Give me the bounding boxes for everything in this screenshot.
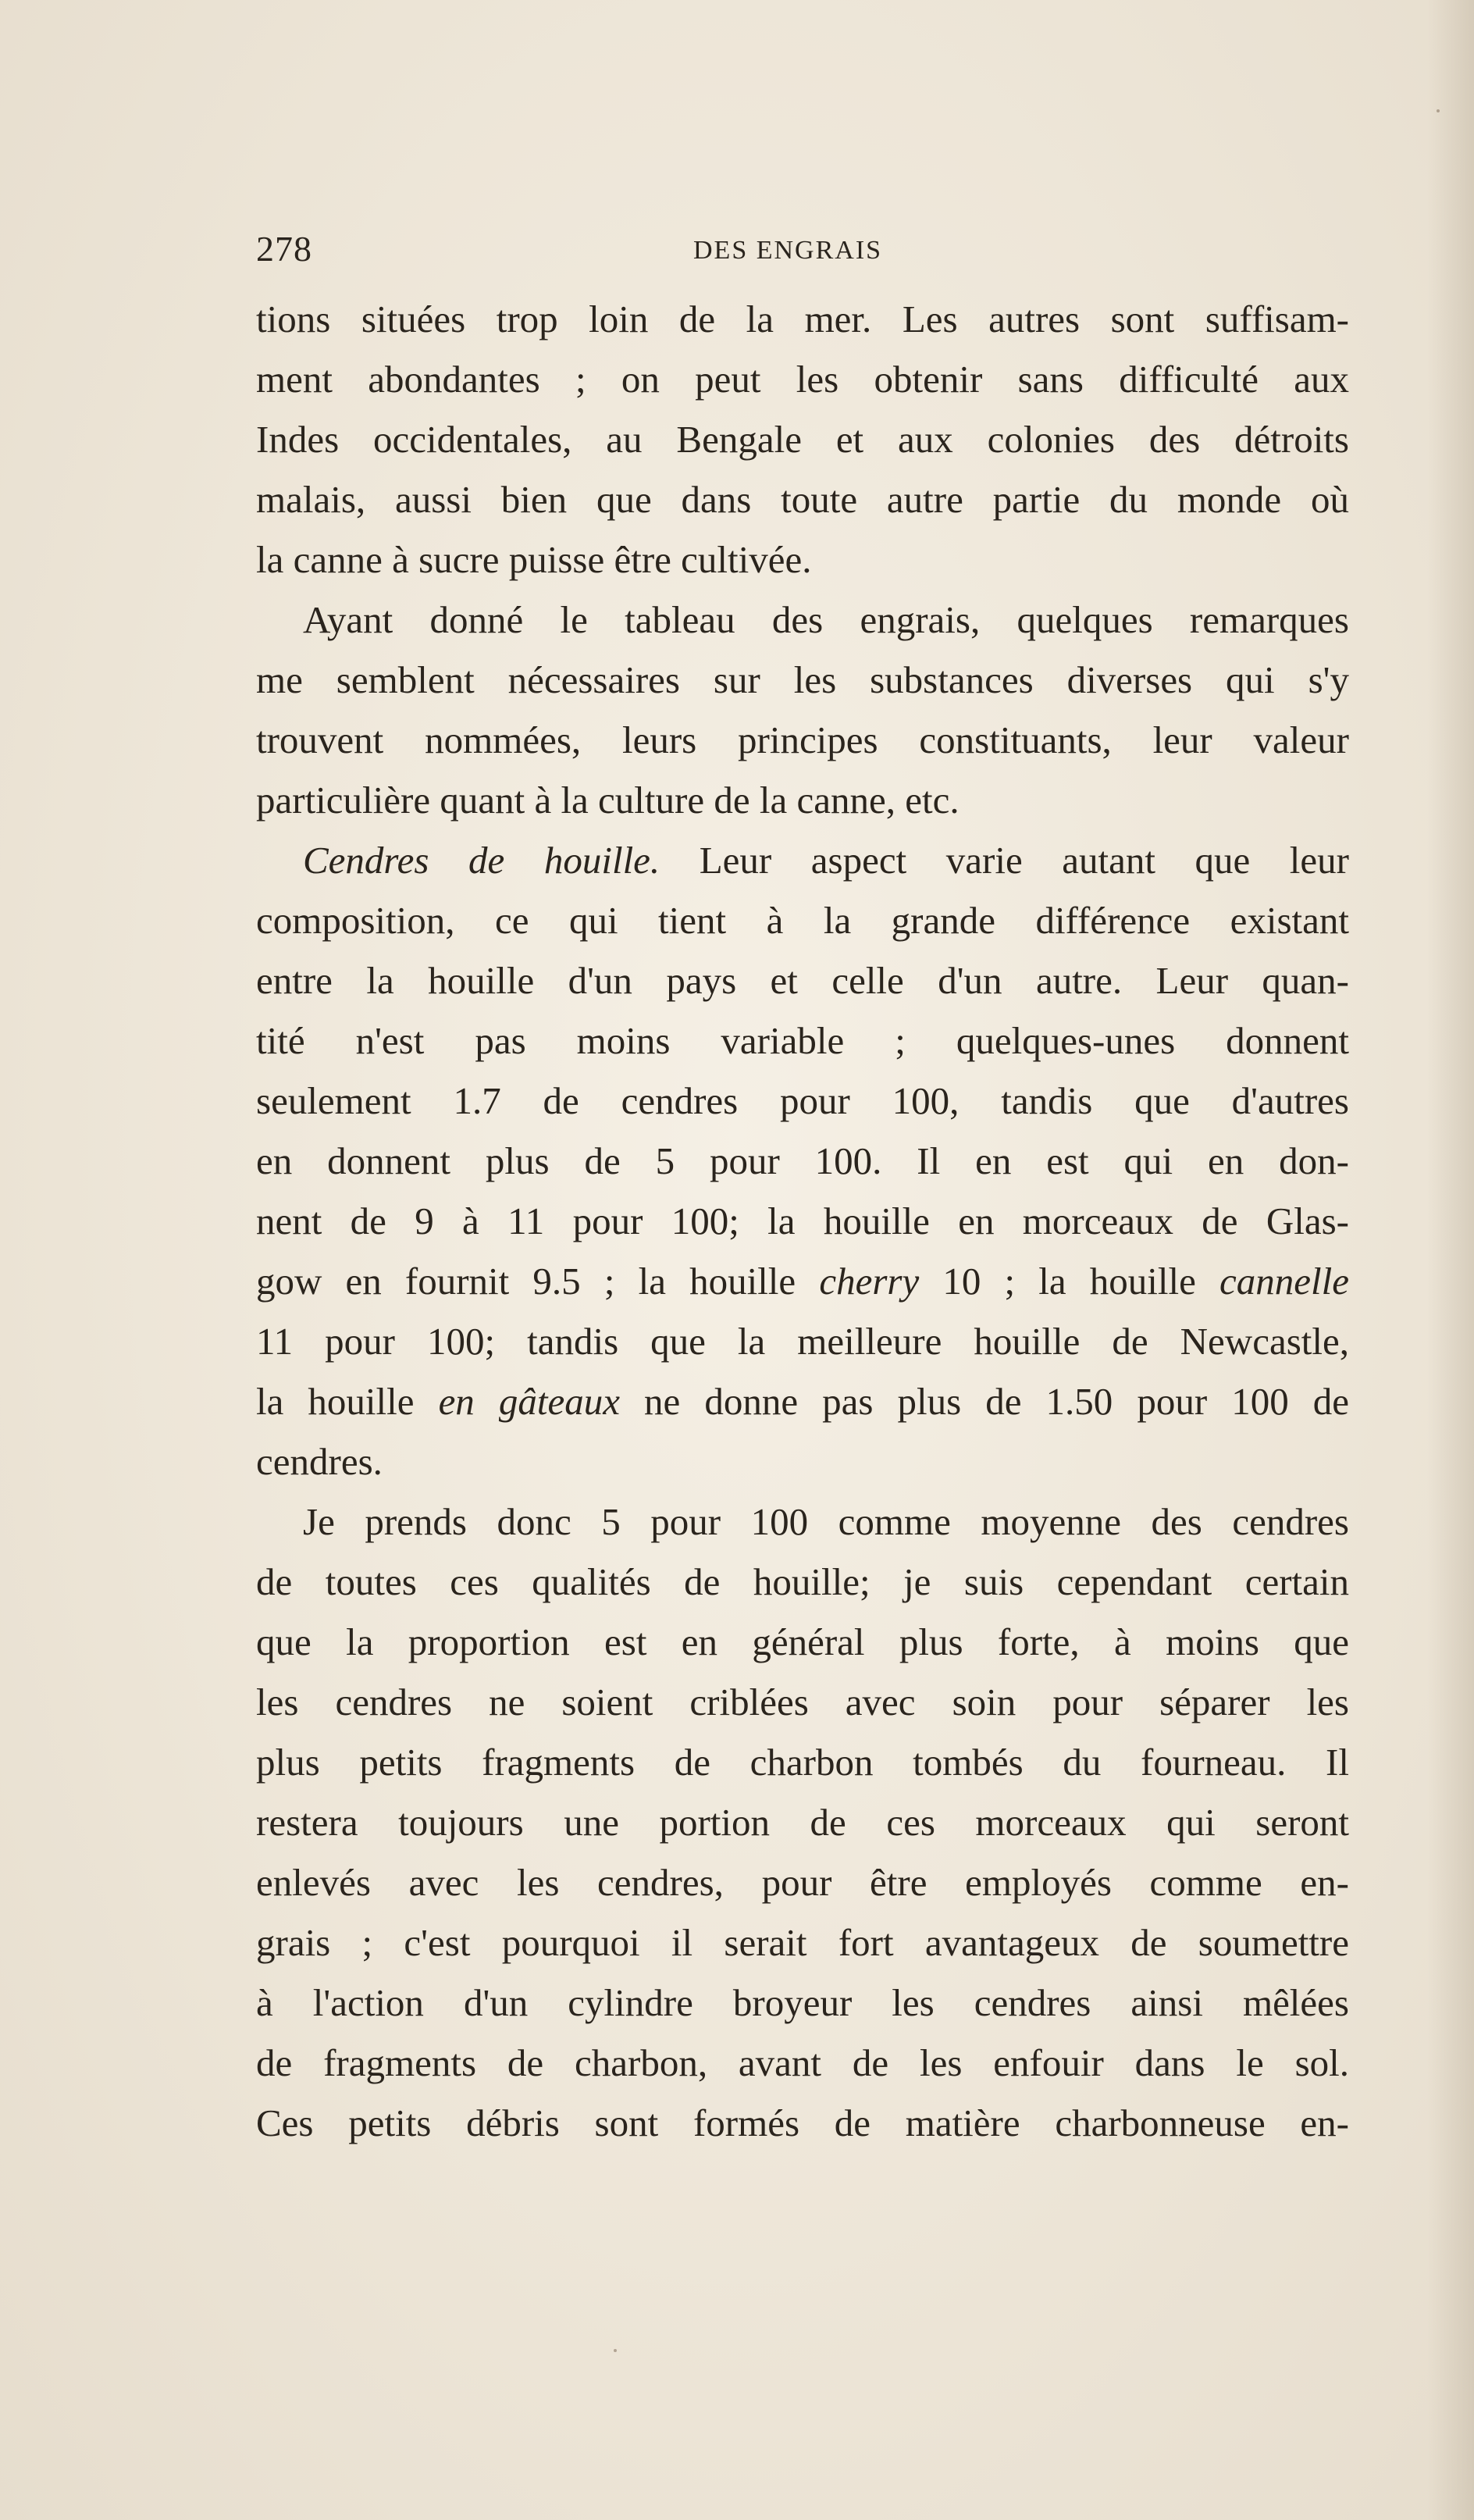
text-line: grais ; c'est pourquoi il serait fort avantageux de soumettre (256, 1921, 1349, 1964)
text-line: Je prends donc 5 pour 100 comme moyenne des cendres (303, 1500, 1349, 1543)
text-line: composition, ce qui tient à la grande différence existant (256, 899, 1349, 942)
body-text (256, 289, 1349, 2153)
text-line: plus petits fragments de charbon tombés du fourneau. Il (256, 1741, 1349, 1784)
text-line: tité n'est pas moins variable ; quelques-unes donnent (256, 1019, 1349, 1062)
text-line: tions situées trop loin de la mer. Les autres sont suffisam- (256, 298, 1349, 340)
text-line: cendres. (256, 1440, 383, 1483)
text-line: Cendres de houille. Leur aspect varie autant que leur (303, 839, 1349, 882)
paper-speck (1437, 109, 1440, 112)
section-term: Cendres de houille. (303, 839, 660, 882)
text-line: la canne à sucre puisse être cultivée. (256, 538, 812, 581)
text-line: gow en fournit 9.5 ; la houille cherry 10 ; la houille cannelle (256, 1260, 1349, 1303)
text-line: entre la houille d'un pays et celle d'un autre. Leur quan- (256, 959, 1349, 1002)
italic-term: en gâteaux (438, 1380, 620, 1423)
text-line: ment abondantes ; on peut les obtenir sans difficulté aux (256, 358, 1349, 401)
page-number: 278 (256, 229, 312, 269)
text-line: malais, aussi bien que dans toute autre partie du monde où (256, 478, 1349, 521)
text-line: Ces petits débris sont formés de matière charbonneuse en- (256, 2101, 1349, 2144)
text-line: restera toujours une portion de ces morceaux qui seront (256, 1801, 1349, 1844)
text-line: de fragments de charbon, avant de les enfouir dans le sol. (256, 2041, 1349, 2084)
text-line: la houille en gâteaux ne donne pas plus de 1.50 pour 100 de (256, 1380, 1350, 1423)
running-title: DES ENGRAIS (693, 236, 883, 265)
text-line: les cendres ne soient criblées avec soin pour séparer les (256, 1681, 1349, 1723)
text-line: enlevés avec les cendres, pour être employés comme en- (256, 1861, 1349, 1904)
paper-speck (614, 2349, 617, 2352)
text-line: seulement 1.7 de cendres pour 100, tandis que d'autres (256, 1079, 1349, 1122)
text-line: trouvent nommées, leurs principes constituants, leur valeur (256, 718, 1349, 761)
page-edge-shadow (1427, 0, 1474, 2520)
text-line: que la proportion est en général plus forte, à moins que (256, 1620, 1349, 1663)
running-head (256, 228, 1349, 275)
text-line: à l'action d'un cylindre broyeur les cendres ainsi mêlées (256, 1981, 1349, 2024)
italic-term: cherry (819, 1260, 920, 1303)
italic-term: cannelle (1219, 1260, 1349, 1303)
text-line: 11 pour 100; tandis que la meilleure houille de Newcastle, (256, 1320, 1349, 1363)
text-line: Ayant donné le tableau des engrais, quelques remarques (303, 598, 1349, 641)
text-line: me semblent nécessaires sur les substances diverses qui s'y (256, 658, 1349, 701)
text-line: Indes occidentales, au Bengale et aux colonies des détroits (256, 418, 1349, 461)
text-line: nent de 9 à 11 pour 100; la houille en morceaux de Glas- (256, 1199, 1349, 1242)
text-line: de toutes ces qualités de houille; je suis cependant certain (256, 1560, 1349, 1603)
text-line: particulière quant à la culture de la canne, etc. (256, 779, 960, 822)
text-line: en donnent plus de 5 pour 100. Il en est qui en don- (256, 1139, 1349, 1182)
